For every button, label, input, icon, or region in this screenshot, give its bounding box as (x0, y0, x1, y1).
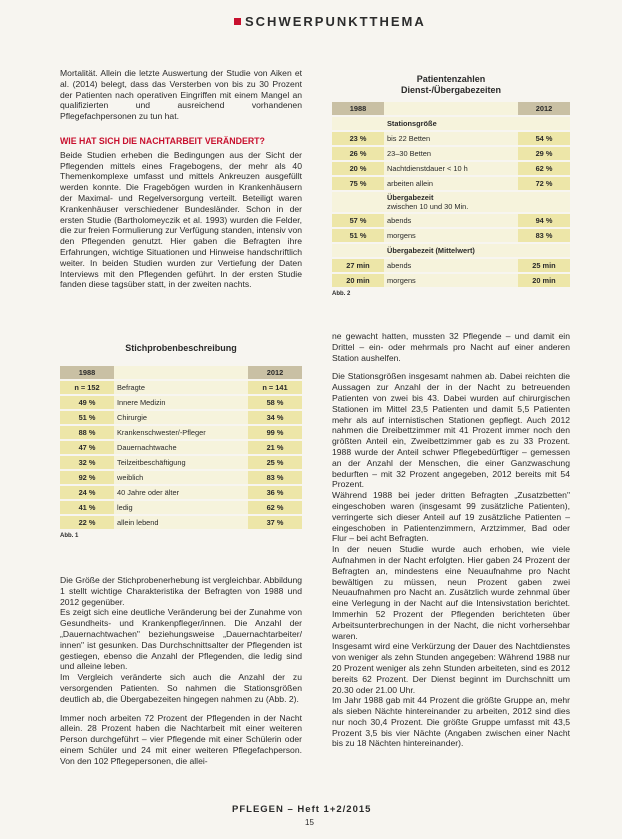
paragraph: Im Jahr 1988 gab mit 44 Prozent die größte Gruppe an, mehr als sieben Nächte hintereinander zu arbeiten, 2012 sind dies nur noch 30,4 Prozent. Die größte Gruppe umfasst mit 43,5 Prozent 3,5 bis vier Nächte (Angaben zwischen einer Nacht bis zu 18 Nächten hintereinander). (332, 695, 570, 749)
section-header (234, 14, 426, 29)
value-2012: 34 % (248, 411, 302, 424)
section-subtitle: zwischen 10 und 30 Min. (387, 202, 469, 211)
value-2012: 94 % (518, 214, 570, 227)
sample-table (60, 364, 302, 531)
value-2012: 36 % (248, 486, 302, 499)
figure-caption: Abb. 1 (60, 533, 79, 539)
table-row (332, 229, 570, 242)
table-row (60, 381, 302, 394)
row-label: abends (384, 259, 518, 272)
value-1988: 57 % (332, 214, 384, 227)
figure-title: Stichprobenbeschreibung (125, 343, 237, 353)
row-label: Chirurgie (114, 411, 248, 424)
row-label: Teilzeitbeschäftigung (114, 456, 248, 469)
table-row (60, 516, 302, 529)
red-square-icon (234, 18, 241, 25)
value-1988: 51 % (332, 229, 384, 242)
col-1988: 1988 (60, 366, 114, 379)
table-row (60, 471, 302, 484)
section-row (332, 244, 570, 257)
header-spacer (114, 366, 248, 379)
value-2012: 25 % (248, 456, 302, 469)
value-1988: 75 % (332, 177, 384, 190)
right-column (332, 331, 570, 749)
figure-title: Patientenzahlen (416, 74, 486, 84)
paragraph: Im Vergleich veränderte sich auch die Anzahl der zu versorgenden Patienten. So nahmen die Stationsgrößen deutlich ab, die Übergabezeiten hingegen nahmen zu (Abb. 2). (60, 672, 302, 704)
section-row (332, 192, 570, 212)
table-row (332, 177, 570, 190)
paragraph: Mortalität. Allein die letzte Auswertung der Studie von Aiken et al. (2014) belegt, dass das Versterben von bis zu 30 Prozent der Patienten nach operativen Eingriffen mit einem Mangel an qualifizierten und ausreichend vorhandenen Pflegefachpersonen zu tun hat. (60, 68, 302, 122)
value-2012: 58 % (248, 396, 302, 409)
value-2012: 99 % (248, 426, 302, 439)
patients-table (332, 100, 570, 289)
value-1988: 22 % (60, 516, 114, 529)
paragraph: Insgesamt wird eine Verkürzung der Dauer des Nachtdienstes von weniger als zehn Stunden angegeben: Während 1988 nur 20 Prozent weniger als zehn Stunden arbeiteten, sind es 2012 bereits 62 Prozent. Der Dienst beginnt im Durchschnitt um 20.30 oder 21.00 Uhr. (332, 641, 570, 695)
row-label: bis 22 Betten (384, 132, 518, 145)
figure-1 (60, 343, 302, 539)
table-row (60, 396, 302, 409)
row-label: Dauernachtwache (114, 441, 248, 454)
section-row (332, 117, 570, 130)
value-1988: 24 % (60, 486, 114, 499)
paragraph: ne gewacht hatten, mussten 32 Pflegende – und damit ein Drittel – ein- oder mehrmals pro Nacht auf einer anderen Station aushelfen. (332, 331, 570, 363)
col-1988: 1988 (332, 102, 384, 115)
table-row (60, 411, 302, 424)
row-label: Krankenschwester/-Pfleger (114, 426, 248, 439)
value-2012: 62 % (518, 162, 570, 175)
value-1988: n = 152 (60, 381, 114, 394)
cell-blank (332, 244, 384, 257)
value-1988: 88 % (60, 426, 114, 439)
row-label: morgens (384, 274, 518, 287)
paragraph: Es zeigt sich eine deutliche Veränderung bei der Zunahme von Gesundheits- und Krankenpfleger/innen. Die Anzahl der „Dauernachtwachen" beziehungsweise „Dauernachtarbeiter/ innen" ist gesunken. Das Durchschnittsalter der Pflegenden ist gestiegen, ebenso die Anzahl der Pflegenden, die ledig sind und alleine leben. (60, 607, 302, 672)
value-1988: 26 % (332, 147, 384, 160)
value-2012: 83 % (518, 229, 570, 242)
value-2012: 83 % (248, 471, 302, 484)
journal-footer: PFLEGEN – Heft 1+2/2015 (232, 804, 372, 815)
row-label: allein lebend (114, 516, 248, 529)
section-heading: WIE HAT SICH DIE NACHTARBEIT VERÄNDERT? (60, 135, 265, 146)
table-row (60, 501, 302, 514)
row-label: Nachtdienstdauer < 10 h (384, 162, 518, 175)
value-2012: 20 min (518, 274, 570, 287)
table-row (332, 259, 570, 272)
row-label: abends (384, 214, 518, 227)
paragraph: Während 1988 bei jeder dritten Befragten „Zusatzbetten" eingeschoben waren (insgesamt 99 zusätzliche Patienten), verringerte sich dieser Anteil auf 19 zusätzliche Patienten – eingeschoben in Patientenzimmern, Arztzimmer, Bad oder Flur – bei acht Befragten. (332, 490, 570, 544)
cell-blank (332, 192, 384, 212)
table-row (332, 147, 570, 160)
value-1988: 49 % (60, 396, 114, 409)
row-label: weiblich (114, 471, 248, 484)
table-header-row (332, 102, 570, 115)
value-2012: n = 141 (248, 381, 302, 394)
value-1988: 20 % (332, 162, 384, 175)
value-2012: 25 min (518, 259, 570, 272)
row-label: Befragte (114, 381, 248, 394)
cell-blank (518, 117, 570, 130)
value-2012: 72 % (518, 177, 570, 190)
row-label: Innere Medizin (114, 396, 248, 409)
col-2012: 2012 (248, 366, 302, 379)
value-1988: 41 % (60, 501, 114, 514)
cell-blank (518, 192, 570, 212)
value-1988: 23 % (332, 132, 384, 145)
table-row (332, 162, 570, 175)
col-2012: 2012 (518, 102, 570, 115)
header-spacer (384, 102, 518, 115)
paragraph: Immer noch arbeiten 72 Prozent der Pflegenden in der Nacht allein. 28 Prozent haben die Nachtarbeit mit einer weiteren Person durchgeführt – vier Pflegende mit einer Schülerin oder einem Schüler und 24 mit einer weiteren Pflegefachperson. Von den 102 Pflegepersonen, die allei- (60, 712, 302, 766)
cell-blank (332, 117, 384, 130)
table-row (60, 456, 302, 469)
table-row (60, 426, 302, 439)
paragraph: Die Stationsgrößen insgesamt nahmen ab. Dabei reichten die Aussagen zur Anzahl der in der Nacht zu betreuenden Patienten von zwei bis 43. Dabei wurden auf chirurgischen Stationen im Mittel 23,5 Patienten und damit 5,5 Patienten mehr als auf internistischen Stationen gepflegt. Auch 2012 nahmen die Dreibettzimmer mit 41 Prozent immer noch den größten Anteil ein, Zweibettzimmer gab es zu 33 Prozent. 1988 wurde der Anteil schwer Pflegebedürftiger – gemessen an der Anzahl der Menschen, die einer Ganzwaschung bedurften – mit 32 Prozent angegeben, 2012 bereits mit 54 Prozent. (332, 371, 570, 490)
left-column-top (60, 68, 302, 290)
value-1988: 27 min (332, 259, 384, 272)
section-label: Stationsgröße (384, 117, 518, 130)
table-row (332, 132, 570, 145)
value-1988: 47 % (60, 441, 114, 454)
value-2012: 29 % (518, 147, 570, 160)
figure-caption: Abb. 2 (332, 291, 351, 297)
cell-blank (518, 244, 570, 257)
paragraph: In der neuen Studie wurde auch erhoben, wie viele Aufnahmen in der Nacht erfolgten. Hier gaben 24 Prozent der Befragten an, mindestens eine Neuaufnahme pro Nacht bewältigen zu müssen, neun Prozent gaben zwei Neuaufnahmen pro Nacht an. Zusätzlich wurde zehnmal über eine Verlegung in der Nacht auf die Intensivstation berichtet. Immerhin 52 Prozent der Pflegenden berichteten über Arbeitsunterbrechungen in der Nacht, die nicht vorhersehbar waren. (332, 544, 570, 641)
row-label: 40 Jahre oder älter (114, 486, 248, 499)
section-label (384, 192, 518, 212)
value-2012: 62 % (248, 501, 302, 514)
paragraph: Beide Studien erheben die Bedingungen aus der Sicht der Pflegenden mittels eines Fragebogens, der mehr als 40 Themenkomplexe umfasst und mittels Ankreuzen ausgefüllt werden konnte. Die Fragebögen wurden in Krankenhäusern der Maximal- und Regelversorgung verteilt. Beteiligt waren Krankenhäuser verschiedener Bundesländer. Schon in der ersten Studie (Bartholomeyczik et al. 1993) wurden die Felder, die zur freien Formulierung zur Verfügung standen, intensiv von den Pflegenden genutzt. Hier gaben die Befragten ihre Erfahrungen, wichtige Situationen und Hinweise handschriftlich weiter. In beiden Studien wurden zur Vertiefung der Daten Interviews mit den Pflegenden geführt. In der ersten Studie fanden diese tagsüber statt, in der zweiten nachts. (60, 149, 302, 290)
table-row (332, 214, 570, 227)
value-2012: 37 % (248, 516, 302, 529)
value-1988: 92 % (60, 471, 114, 484)
table-header-row (60, 366, 302, 379)
table-row (60, 441, 302, 454)
figure-2 (332, 74, 570, 297)
row-label: 23–30 Betten (384, 147, 518, 160)
table-row (60, 486, 302, 499)
section-label: Übergabezeit (Mittelwert) (384, 244, 518, 257)
value-1988: 32 % (60, 456, 114, 469)
value-2012: 21 % (248, 441, 302, 454)
section-title: SCHWERPUNKTTHEMA (245, 14, 426, 29)
table-row (332, 274, 570, 287)
row-label: morgens (384, 229, 518, 242)
row-label: arbeiten allein (384, 177, 518, 190)
value-1988: 20 min (332, 274, 384, 287)
paragraph: Die Größe der Stichprobenerhebung ist vergleichbar. Abbildung 1 stellt wichtige Charakteristika der Befragten von 1988 und 2012 gegenüber. (60, 575, 302, 607)
section-title: Übergabezeit (387, 193, 434, 202)
figure-subtitle: Dienst-/Übergabezeiten (400, 85, 502, 95)
left-column-bottom (60, 575, 302, 767)
page-number: 15 (305, 818, 314, 827)
value-2012: 54 % (518, 132, 570, 145)
value-1988: 51 % (60, 411, 114, 424)
row-label: ledig (114, 501, 248, 514)
